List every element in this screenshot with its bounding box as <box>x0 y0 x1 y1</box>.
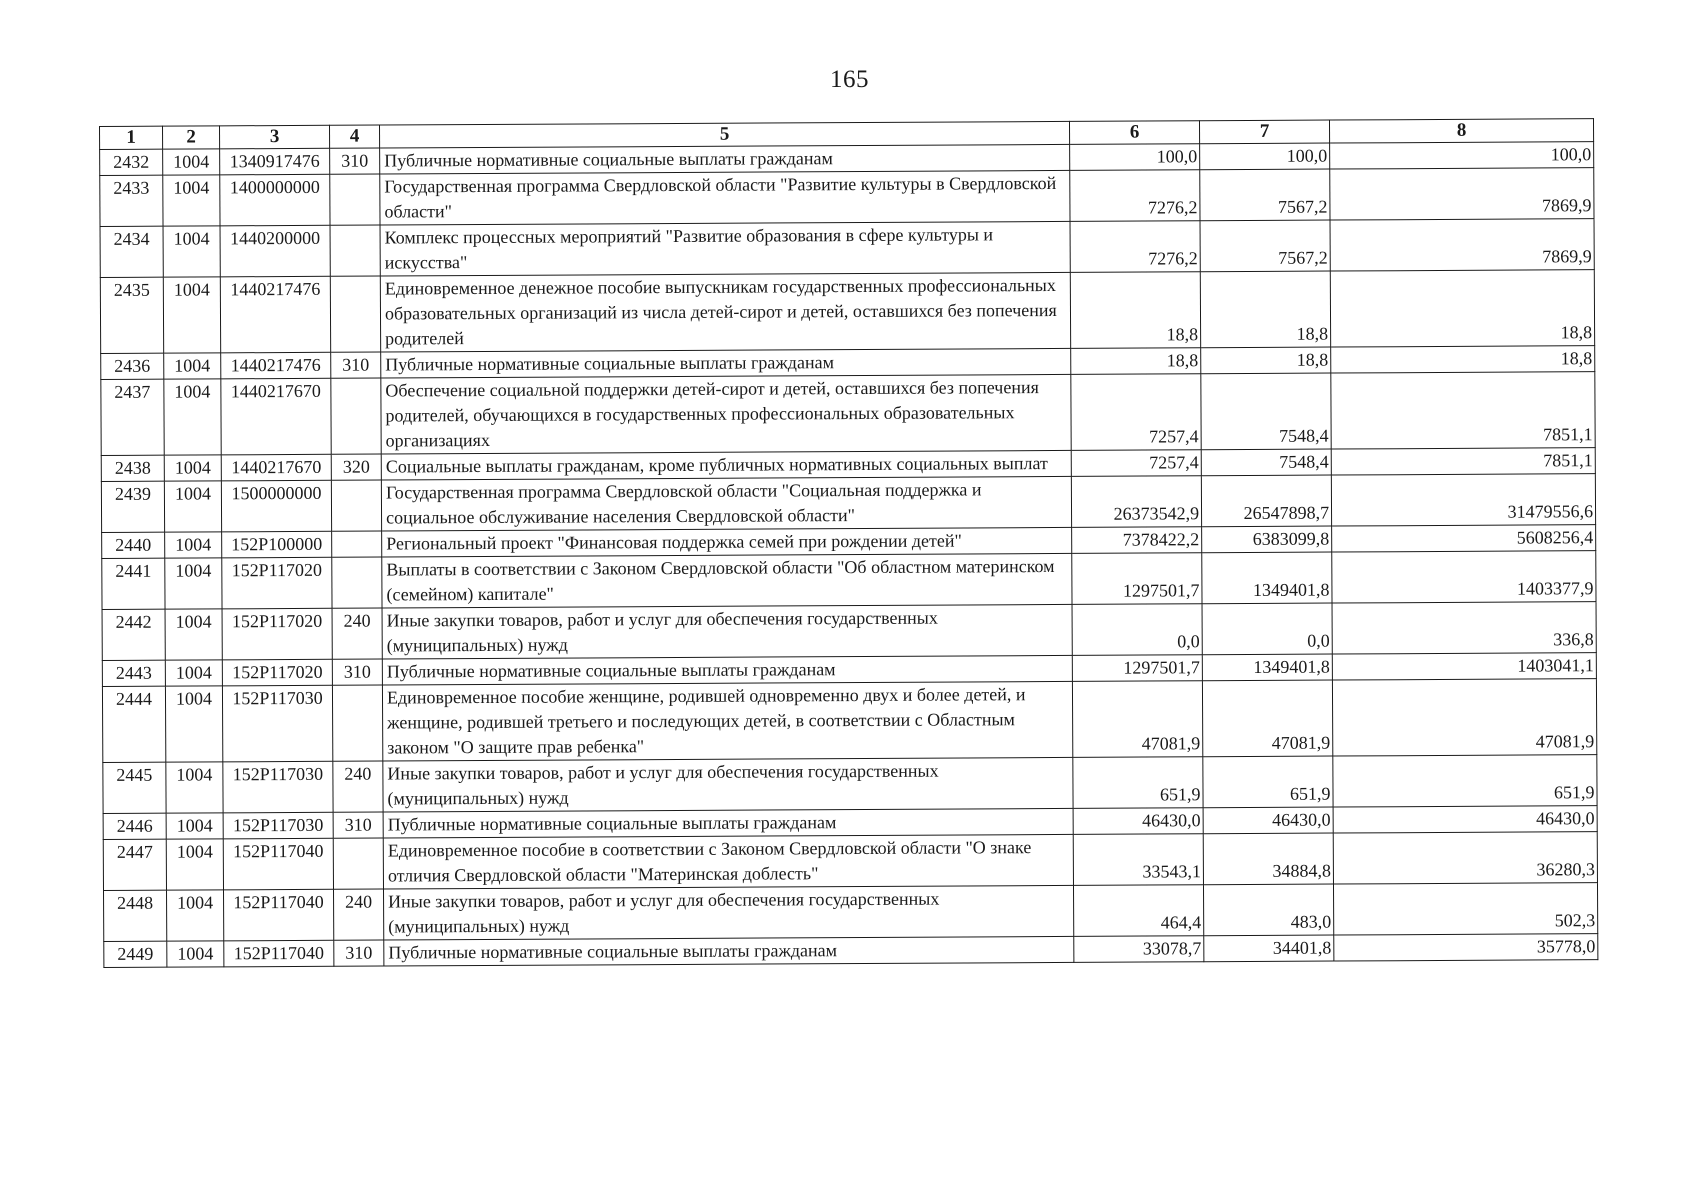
header-col-3: 3 <box>220 125 330 149</box>
expense-type-cell: 310 <box>330 148 380 174</box>
budget-table <box>99 118 1598 968</box>
row-number-cell: 2432 <box>100 149 163 175</box>
table-row <box>100 270 1594 354</box>
amount-col6-cell: 33543,1 <box>1073 834 1203 886</box>
target-article-cell: 152P117040 <box>223 838 333 890</box>
amount-col8-cell: 1403377,9 <box>1332 551 1596 603</box>
row-number-cell: 2437 <box>101 379 164 455</box>
row-number-cell: 2445 <box>103 762 166 813</box>
row-number-cell: 2447 <box>103 839 166 890</box>
amount-col7-cell: 18,8 <box>1201 347 1331 374</box>
row-number-cell: 2439 <box>101 481 164 532</box>
amount-col7-cell: 7548,4 <box>1201 449 1331 476</box>
row-number-cell: 2441 <box>102 558 165 609</box>
amount-col6-cell: 1297501,7 <box>1072 553 1202 605</box>
target-article-cell: 1440200000 <box>220 225 330 277</box>
target-article-cell: 1500000000 <box>221 480 331 532</box>
amount-col6-cell: 7276,2 <box>1070 170 1200 222</box>
amount-col7-cell: 1349401,8 <box>1202 654 1332 681</box>
description-cell: Комплекс процессных мероприятий "Развитие образования в сфере культуры и искусства" <box>380 221 1070 276</box>
row-number-cell: 2436 <box>101 353 164 379</box>
target-article-cell: 152P100000 <box>222 531 332 558</box>
target-article-cell: 1440217670 <box>221 454 331 481</box>
amount-col7-cell: 7567,2 <box>1200 220 1330 272</box>
amount-col8-cell: 100,0 <box>1330 142 1594 169</box>
expense-type-cell: 310 <box>333 812 383 838</box>
target-article-cell: 152P117020 <box>222 557 332 609</box>
section-code-cell: 1004 <box>163 226 220 277</box>
header-col-8: 8 <box>1329 119 1593 143</box>
section-code-cell: 1004 <box>163 175 220 226</box>
amount-col6-cell: 18,8 <box>1071 348 1201 375</box>
section-code-cell: 1004 <box>164 481 221 532</box>
table-row <box>100 168 1594 227</box>
amount-col8-cell: 47081,9 <box>1332 679 1596 756</box>
amount-col7-cell: 1349401,8 <box>1202 552 1332 604</box>
header-col-7: 7 <box>1199 120 1329 144</box>
row-number-cell: 2442 <box>102 609 165 660</box>
expense-type-cell: 240 <box>333 761 383 812</box>
table-row <box>101 372 1595 456</box>
target-article-cell: 152P117030 <box>223 812 333 839</box>
table-row <box>102 602 1596 661</box>
expense-type-cell <box>332 557 382 608</box>
table-row <box>104 883 1598 942</box>
amount-col8-cell: 5608256,4 <box>1332 525 1596 552</box>
section-code-cell: 1004 <box>166 813 223 839</box>
table-row <box>102 679 1596 763</box>
section-code-cell: 1004 <box>164 353 221 379</box>
expense-type-cell: 310 <box>332 659 382 685</box>
amount-col6-cell: 7257,4 <box>1071 374 1201 451</box>
description-cell: Иные закупки товаров, работ и услуг для обеспечения государственных (муниципальных) нужд <box>383 757 1073 812</box>
amount-col6-cell: 46430,0 <box>1073 808 1203 835</box>
table-row <box>100 219 1594 278</box>
target-article-cell: 152P117020 <box>222 608 332 660</box>
amount-col8-cell: 7869,9 <box>1330 168 1594 220</box>
description-cell: Иные закупки товаров, работ и услуг для обеспечения государственных (муниципальных) нужд <box>382 604 1072 659</box>
amount-col6-cell: 47081,9 <box>1072 681 1202 758</box>
amount-col6-cell: 18,8 <box>1070 272 1200 349</box>
description-cell: Государственная программа Свердловской области "Развитие культуры в Свердловской области" <box>380 170 1070 225</box>
expense-type-cell: 240 <box>333 889 383 940</box>
amount-col8-cell: 46430,0 <box>1333 806 1597 833</box>
amount-col7-cell: 46430,0 <box>1203 807 1333 834</box>
row-number-cell: 2434 <box>100 226 163 277</box>
row-number-cell: 2440 <box>102 532 165 558</box>
description-cell: Выплаты в соответствии с Законом Свердловской области "Об областном материнском (семейном) капитале" <box>382 553 1072 608</box>
amount-col8-cell: 7851,1 <box>1331 448 1595 475</box>
row-number-cell: 2443 <box>102 660 165 686</box>
description-cell: Публичные нормативные социальные выплаты гражданам <box>382 655 1072 685</box>
expense-type-cell <box>330 174 380 225</box>
amount-col8-cell: 18,8 <box>1331 346 1595 373</box>
section-code-cell: 1004 <box>165 609 222 660</box>
expense-type-cell <box>332 685 382 761</box>
target-article-cell: 152P117020 <box>222 659 332 686</box>
target-article-cell: 1400000000 <box>220 174 330 226</box>
row-number-cell: 2444 <box>102 686 165 762</box>
row-number-cell: 2448 <box>104 890 167 941</box>
section-code-cell: 1004 <box>163 149 220 175</box>
amount-col6-cell: 100,0 <box>1070 144 1200 171</box>
amount-col8-cell: 651,9 <box>1333 755 1597 807</box>
target-article-cell: 152P117030 <box>222 685 332 762</box>
amount-col6-cell: 33078,7 <box>1074 936 1204 963</box>
section-code-cell: 1004 <box>164 455 221 481</box>
header-col-6: 6 <box>1069 121 1199 145</box>
expense-type-cell <box>333 838 383 889</box>
expense-type-cell: 240 <box>332 608 382 659</box>
expense-type-cell: 310 <box>334 940 384 966</box>
expense-type-cell <box>332 531 382 557</box>
amount-col7-cell: 47081,9 <box>1202 680 1332 757</box>
header-col-1: 1 <box>100 126 163 149</box>
amount-col8-cell: 36280,3 <box>1333 832 1597 884</box>
amount-col6-cell: 1297501,7 <box>1072 655 1202 682</box>
row-number-cell: 2435 <box>100 277 163 353</box>
target-article-cell: 152P117040 <box>224 889 334 941</box>
amount-col6-cell: 26373542,9 <box>1071 476 1201 528</box>
section-code-cell: 1004 <box>167 890 224 941</box>
amount-col7-cell: 18,8 <box>1200 271 1330 348</box>
description-cell: Публичные нормативные социальные выплаты гражданам <box>381 348 1071 378</box>
amount-col8-cell: 31479556,6 <box>1331 474 1595 526</box>
description-cell: Публичные нормативные социальные выплаты гражданам <box>383 808 1073 838</box>
amount-col6-cell: 464,4 <box>1073 885 1203 937</box>
expense-type-cell: 310 <box>331 352 381 378</box>
amount-col7-cell: 651,9 <box>1203 756 1333 808</box>
expense-type-cell: 320 <box>331 454 381 480</box>
header-col-4: 4 <box>329 125 379 148</box>
expense-type-cell <box>331 480 381 531</box>
expense-type-cell <box>330 276 380 352</box>
amount-col6-cell: 651,9 <box>1073 757 1203 809</box>
section-code-cell: 1004 <box>165 532 222 558</box>
description-cell: Единовременное пособие в соответствии с Законом Свердловской области "О знаке отличия Свердловской области "Материнская доблесть" <box>383 834 1073 889</box>
target-article-cell: 1340917476 <box>220 148 330 175</box>
description-cell: Публичные нормативные социальные выплаты гражданам <box>380 144 1070 174</box>
target-article-cell: 1440217476 <box>220 276 330 353</box>
amount-col8-cell: 7851,1 <box>1331 372 1595 449</box>
amount-col7-cell: 26547898,7 <box>1201 475 1331 527</box>
description-cell: Социальные выплаты гражданам, кроме публичных нормативных социальных выплат <box>381 450 1071 480</box>
row-number-cell: 2438 <box>101 455 164 481</box>
section-code-cell: 1004 <box>166 839 223 890</box>
description-cell: Единовременное пособие женщине, родившей одновременно двух и более детей, и женщине, родившей третьего и последующих детей, в соответствии с Областным законом "О защите прав ребенка" <box>382 681 1072 761</box>
description-cell: Региональный проект "Финансовая поддержка семей при рождении детей" <box>382 527 1072 557</box>
amount-col7-cell: 34884,8 <box>1203 833 1333 885</box>
amount-col7-cell: 483,0 <box>1203 884 1333 936</box>
section-code-cell: 1004 <box>164 379 221 455</box>
amount-col7-cell: 100,0 <box>1200 143 1330 170</box>
section-code-cell: 1004 <box>163 277 220 353</box>
amount-col7-cell: 7567,2 <box>1200 169 1330 221</box>
table-body <box>100 142 1598 968</box>
header-col-5: 5 <box>379 121 1069 148</box>
amount-col7-cell: 0,0 <box>1202 603 1332 655</box>
amount-col7-cell: 7548,4 <box>1201 373 1331 450</box>
amount-col7-cell: 6383099,8 <box>1202 526 1332 553</box>
table-row <box>103 832 1597 891</box>
header-col-2: 2 <box>163 126 220 149</box>
budget-table-container <box>99 118 1597 968</box>
section-code-cell: 1004 <box>165 686 222 762</box>
description-cell: Государственная программа Свердловской области "Социальная поддержка и социальное обслуживание населения Свердловской области" <box>381 476 1071 531</box>
description-cell: Публичные нормативные социальные выплаты гражданам <box>384 936 1074 966</box>
table-row <box>101 474 1595 533</box>
amount-col8-cell: 7869,9 <box>1330 219 1594 271</box>
section-code-cell: 1004 <box>165 558 222 609</box>
target-article-cell: 152P117040 <box>224 940 334 967</box>
amount-col7-cell: 34401,8 <box>1204 935 1334 962</box>
section-code-cell: 1004 <box>166 762 223 813</box>
target-article-cell: 152P117030 <box>223 761 333 813</box>
expense-type-cell <box>331 378 381 454</box>
amount-col8-cell: 502,3 <box>1333 883 1597 935</box>
target-article-cell: 1440217476 <box>221 352 331 379</box>
row-number-cell: 2449 <box>104 941 167 967</box>
section-code-cell: 1004 <box>167 941 224 967</box>
amount-col8-cell: 1403041,1 <box>1332 653 1596 680</box>
amount-col8-cell: 336,8 <box>1332 602 1596 654</box>
table-row <box>103 755 1597 814</box>
description-cell: Единовременное денежное пособие выпускникам государственных профессиональных образовательных организаций из числа детей-сирот и детей, оставшихся без попечения родителей <box>380 272 1070 352</box>
expense-type-cell <box>330 225 380 276</box>
table-row <box>102 551 1596 610</box>
amount-col6-cell: 7378422,2 <box>1072 527 1202 554</box>
amount-col8-cell: 35778,0 <box>1334 934 1598 961</box>
page-number: 165 <box>830 66 869 93</box>
amount-col6-cell: 7257,4 <box>1071 450 1201 477</box>
row-number-cell: 2446 <box>103 813 166 839</box>
description-cell: Обеспечение социальной поддержки детей-сирот и детей, оставшихся без попечения родителей, обучающихся в государственных профессиональных образовательных организациях <box>381 374 1071 454</box>
description-cell: Иные закупки товаров, работ и услуг для обеспечения государственных (муниципальных) нужд <box>383 885 1073 940</box>
section-code-cell: 1004 <box>165 660 222 686</box>
amount-col6-cell: 7276,2 <box>1070 221 1200 273</box>
row-number-cell: 2433 <box>100 175 163 226</box>
amount-col8-cell: 18,8 <box>1330 270 1594 347</box>
target-article-cell: 1440217670 <box>221 378 331 455</box>
amount-col6-cell: 0,0 <box>1072 604 1202 656</box>
